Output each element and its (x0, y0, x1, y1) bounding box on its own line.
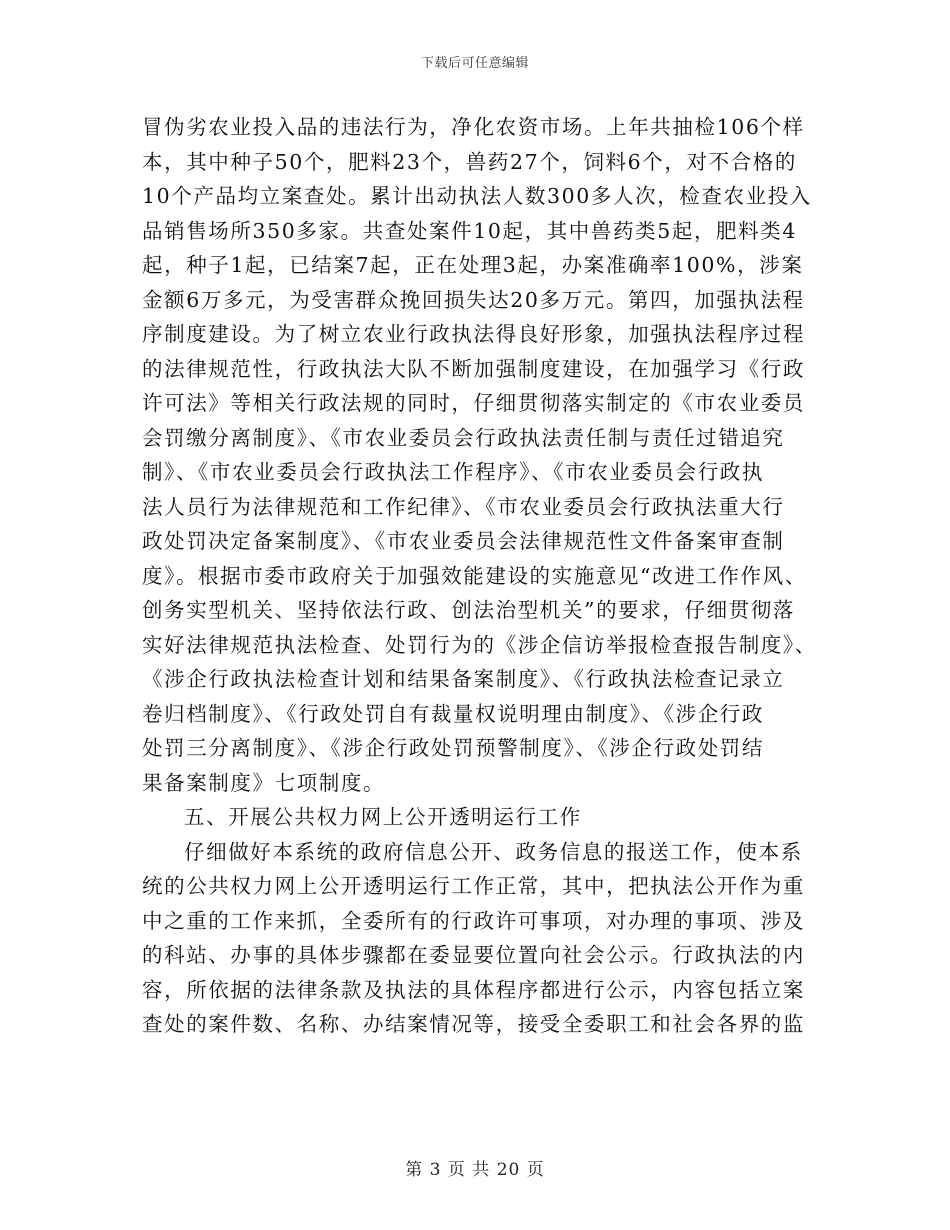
text-line: 的法律规范性，行政执法大队不断加强制度建设，在加强学习《行政 (142, 356, 805, 381)
text-line: 法人员行为法律规范和工作纪律》、《市农业委员会行政执法重大行 (142, 494, 785, 519)
text-line: 中之重的工作来抓，全委所有的行政许可事项，对办理的事项、涉及 (142, 908, 805, 933)
text-line: 处罚三分离制度》、《涉企行政处罚预警制度》、《涉企行政处罚结 (142, 736, 764, 760)
text-line: 本，其中种子50个，肥料23个，兽药27个，饲料6个，对不合格的 (142, 149, 797, 174)
text-line: 10个产品均立案查处。累计出动执法人数300多人次，检查农业投入 (142, 184, 812, 208)
text-line: 卷归档制度》、《行政处罚自有裁量权说明理由制度》、《涉企行政 (142, 701, 764, 726)
text-line: 《涉企行政执法检查计划和结果备案制度》、《行政执法检查记录立 (142, 667, 785, 691)
text-line: 冒伪劣农业投入品的违法行为，净化农资市场。上年共抽检106个样 (142, 115, 805, 139)
text-line: 果备案制度》七项制度。 (142, 770, 386, 795)
text-line: 金额6万多元，为受害群众挽回损失达20多万元。第四，加强执法程 (142, 287, 805, 312)
page-header: 下载后可任意编辑 (420, 56, 529, 71)
text-line: 仔细做好本系统的政府信息公开、政务信息的报送工作，使本系 (184, 839, 803, 864)
text-line: 度》。根据市委市政府关于加强效能建设的实施意见“改进工作作风、 (142, 563, 807, 588)
text-line: 查处的案件数、名称、办结案情况等，接受全委职工和社会各界的监 (142, 1012, 805, 1036)
text-line: 五、开展公共权力网上公开透明运行工作 (184, 805, 582, 829)
text-line: 会罚缴分离制度》、《市农业委员会行政执法责任制与责任过错追究 (142, 425, 785, 450)
text-line: 起，种子1起，已结案7起，正在处理3起，办案准确率100%，涉案 (142, 253, 804, 277)
text-line: 创务实型机关、坚持依法行政、创法治型机关”的要求，仔细贯彻落 (142, 598, 795, 622)
text-line: 政处罚决定备案制度》、《市农业委员会法律规范性文件备案审查制 (142, 529, 785, 553)
document-body (142, 110, 817, 1042)
page-number-footer: 第 3 页 共 20 页 (405, 1160, 545, 1180)
text-line: 许可法》等相关行政法规的同时，仔细贯彻落实制定的《市农业委员 (142, 391, 805, 415)
text-line: 品销售场所350多家。共查处案件10起，其中兽药类5起，肥料类4 (142, 218, 797, 243)
text-line: 统的公共权力网上公开透明运行工作正常，其中，把执法公开作为重 (142, 874, 805, 898)
text-line: 的科站、办事的具体步骤都在委显要位置向社会公示。行政执法的内 (142, 943, 805, 967)
text-line: 序制度建设。为了树立农业行政执法得良好形象，加强执法程序过程 (142, 322, 805, 346)
text-line: 制》、《市农业委员会行政执法工作程序》、《市农业委员会行政执 (142, 460, 764, 484)
text-line: 容，所依据的法律条款及执法的具体程序都进行公示，内容包括立案 (142, 977, 805, 1002)
text-line: 实好法律规范执法检查、处罚行为的《涉企信访举报检查报告制度》、 (142, 632, 817, 657)
